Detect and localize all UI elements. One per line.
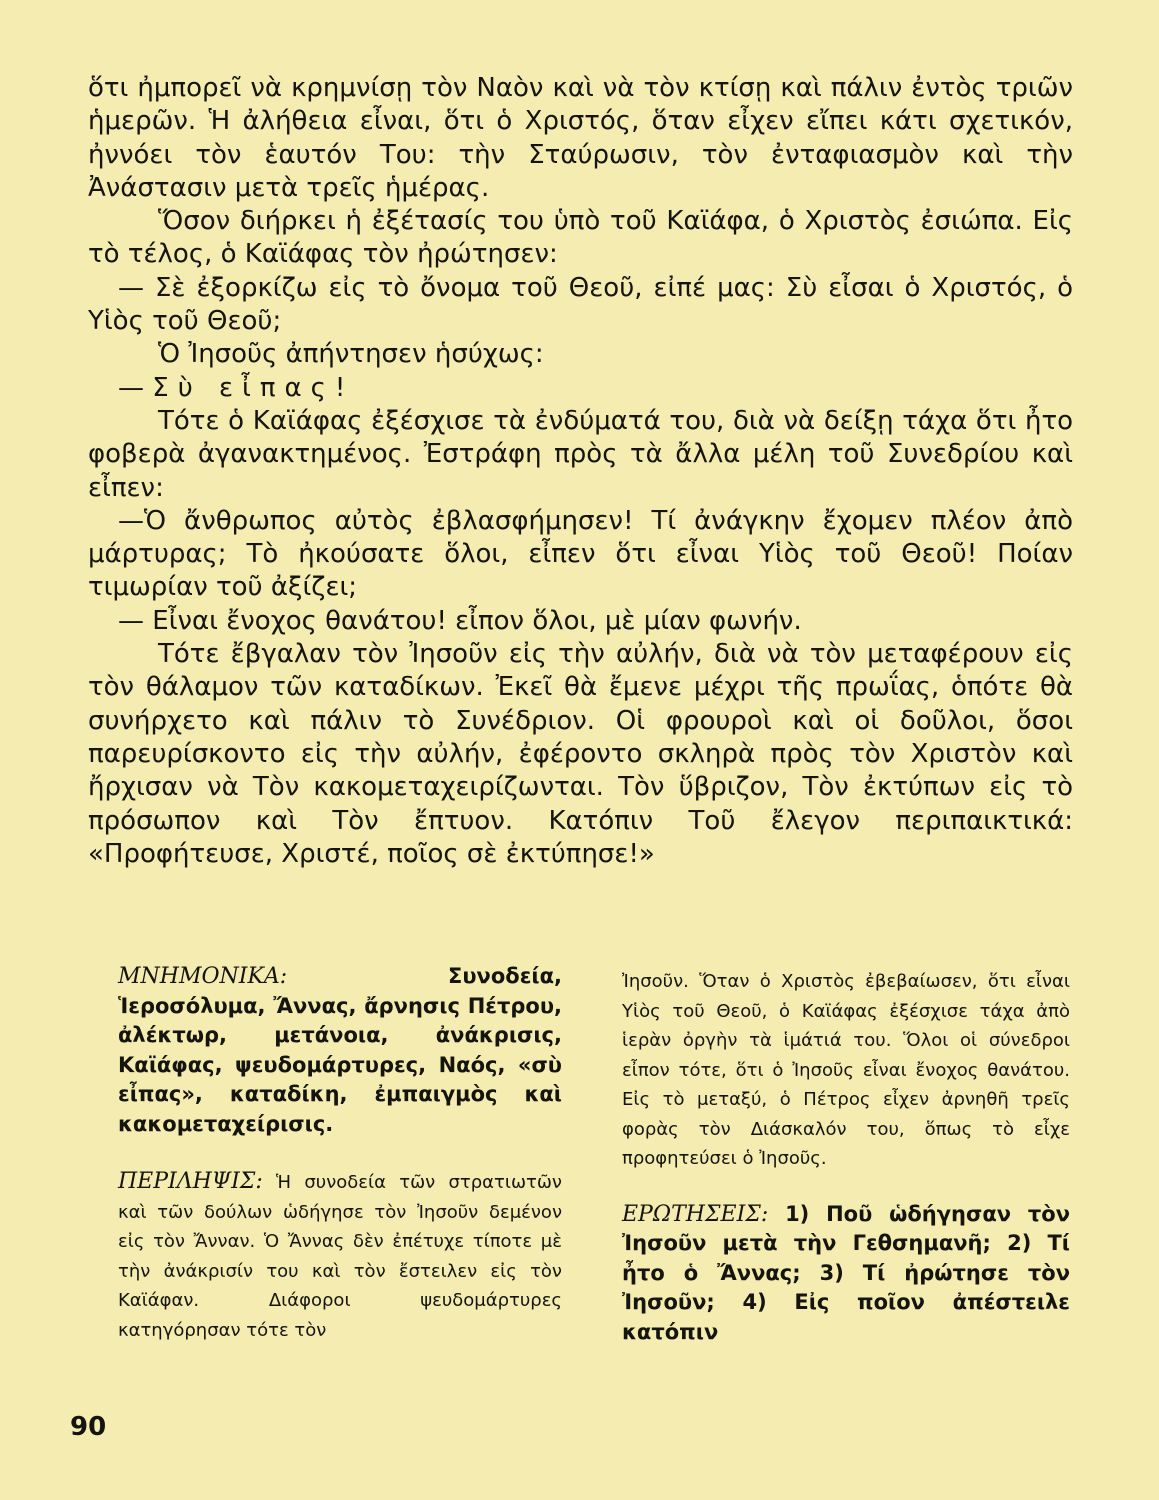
summary-continuation: Ἰησοῦν. Ὅταν ὁ Χριστὸς ἐβεβαίωσεν, ὅτι εἶναι Υἱὸς τοῦ Θεοῦ, ὁ Καϊάφας ἐξέσχισε τάχα ἀπὸ ἱερὰν ὀργὴν τὰ ἱμάτιά του. Ὅλοι οἱ σύνεδροι εἶπον τότε, ὅτι ὁ Ἰησοῦς εἶναι ἔνοχος θανάτου. Εἰς τὸ μεταξύ, ὁ Πέτρος εἶχεν ἀρνηθῆ τρεῖς φορὰς τὸν Διάσκαλόν του, ὅπως τὸ εἶχε προφητεύσει ὁ Ἰησοῦς. <box>622 971 1070 1169</box>
paragraph: Ὅσον διήρκει ἡ ἐξέτασίς του ὑπὸ τοῦ Καϊάφα, ὁ Χριστὸς ἐσιώπα. Εἰς τὸ τέλος, ὁ Καϊάφας τὸν ἠρώτησεν: <box>88 206 1073 270</box>
paragraph: Τότε ὁ Καϊάφας ἐξέσχισε τὰ ἐνδύματά του, διὰ νὰ δείξῃ τάχα ὅτι ἦτο φοβερὰ ἀγανακτημένος. Ἐστράφη πρὸς τὰ ἄλλα μέλη τοῦ Συνεδρίου καὶ εἶπεν: <box>88 405 1073 503</box>
paragraph: ὅτι ἠμπορεῖ νὰ κρημνίσῃ τὸν Ναὸν καὶ νὰ τὸν κτίσῃ καὶ πάλιν ἐντὸς τριῶν ἡμερῶν. Ἡ ἀλήθεια εἶναι, ὅτι ὁ Χριστός, ὅταν εἶχεν εἴπει κάτι σχετικόν, ἠννόει τὸν ἑαυτόν Του: τὴν Σταύρωσιν, τὸν ἐνταφιασμὸν καὶ τὴν Ἀνάστασιν μετὰ τρεῖς ἡμέρας. <box>88 73 1073 203</box>
page-number: 90 <box>70 1412 107 1442</box>
questions-text: 1) Ποῦ ὡδήγησαν τὸν Ἰησοῦν μετὰ τὴν Γεθσημανῆ; 2) Τί ἦτο ὁ Ἄννας; 3) Τί ἠρώτησε τὸν Ἰησοῦν; 4) Εἰς ποῖον ἀπέστειλε κατόπιν <box>622 1201 1071 1344</box>
dialogue-line: — Εἶναι ἔνοχος θανάτου! εἶπον ὅλοι, μὲ μίαν φωνήν. <box>118 605 802 636</box>
mnemonika-text: Συνοδεία, Ἱεροσόλυμα, Ἄννας, ἄρνησις Πέτρου, ἀλέκτωρ, μετάνοια, ἀνάκρισις, Καϊάφας, ψευδομάρτυρες, Ναός, «σὺ εἶπας», καταδίκη, ἐμπαιγμὸς καὶ κακομεταχείρισις. <box>118 964 562 1136</box>
summary-block <box>118 1167 562 1345</box>
right-column <box>622 967 1070 1347</box>
summary-text: Ἡ συνοδεία τῶν στρατιωτῶν καὶ τῶν δούλων ὡδήγησε τὸν Ἰησοῦν δεμένον εἰς τὸν Ἄνναν. Ὁ Ἄννας δὲν ἐπέτυχε τίποτε μὲ τὴν ἀνάκρισίν του καὶ τὸν ἔστειλεν εἰς τὸν Καϊάφαν. Διάφοροι ψευδομάρτυρες κατηγόρησαν τότε τὸν <box>118 1172 562 1341</box>
mnemonika-block <box>118 962 562 1139</box>
paragraph: Τότε ἔβγαλαν τὸν Ἰησοῦν εἰς τὴν αὐλήν, διὰ νὰ τὸν μεταφέρουν εἰς τὸν θάλαμον τῶν καταδίκων. Ἐκεῖ θὰ ἔμενε μέχρι τῆς πρωΐας, ὁπότε θὰ συνήρχετο καὶ πάλιν τὸ Συνέδριον. Οἱ φρουροὶ καὶ οἱ δοῦλοι, ὅσοι παρευρίσκοντο εἰς τὴν αὐλήν, ἐφέροντο σκληρὰ πρὸς τὸν Χριστὸν καὶ ἤρχισαν νὰ Τὸν κακομεταχειρίζωνται. Τὸν ὕβριζον, Τὸν ἐκτύπων εἰς τὸ πρόσωπον καὶ Τὸν ἔπτυον. Κατόπιν Τοῦ ἔλεγον περιπαικτικά: «Προφήτευσε, Χριστέ, ποῖος σὲ ἐκτύπησε!» <box>88 639 1073 869</box>
dialogue-line <box>88 372 1073 405</box>
questions-heading: ΕΡΩΤΗΣΕΙΣ: <box>622 1201 769 1227</box>
mnemonika-heading: ΜΝΗΜΟΝΙΚΑ: <box>118 964 288 989</box>
questions-block <box>622 1200 1070 1348</box>
dialogue-line: —Ὁ ἄνθρωπος αὐτὸς ἐβλασφήμησεν! Τί ἀνάγκην ἔχομεν πλέον ἀπὸ μάρτυρας; Τὸ ἠκούσατε ὅλοι, εἶπεν ὅτι εἶναι Υἱὸς τοῦ Θεοῦ! Ποίαν τιμωρίαν τοῦ ἀξίζει; <box>88 505 1073 603</box>
paragraph: Ὁ Ἰησοῦς ἀπήντησεν ἡσύχως: <box>158 339 544 370</box>
dash: — <box>118 372 153 403</box>
left-column <box>118 962 562 1345</box>
main-text <box>88 72 1073 871</box>
spaced-words: Σὺ εἶπας! <box>152 372 355 403</box>
summary-heading: ΠΕΡΙΛΗΨΙΣ: <box>118 1169 263 1194</box>
dialogue-line: — Σὲ ἐξορκίζω εἰς τὸ ὄνομα τοῦ Θεοῦ, εἰπέ μας: Σὺ εἶσαι ὁ Χριστός, ὁ Υἱὸς τοῦ Θεοῦ; <box>88 272 1073 337</box>
